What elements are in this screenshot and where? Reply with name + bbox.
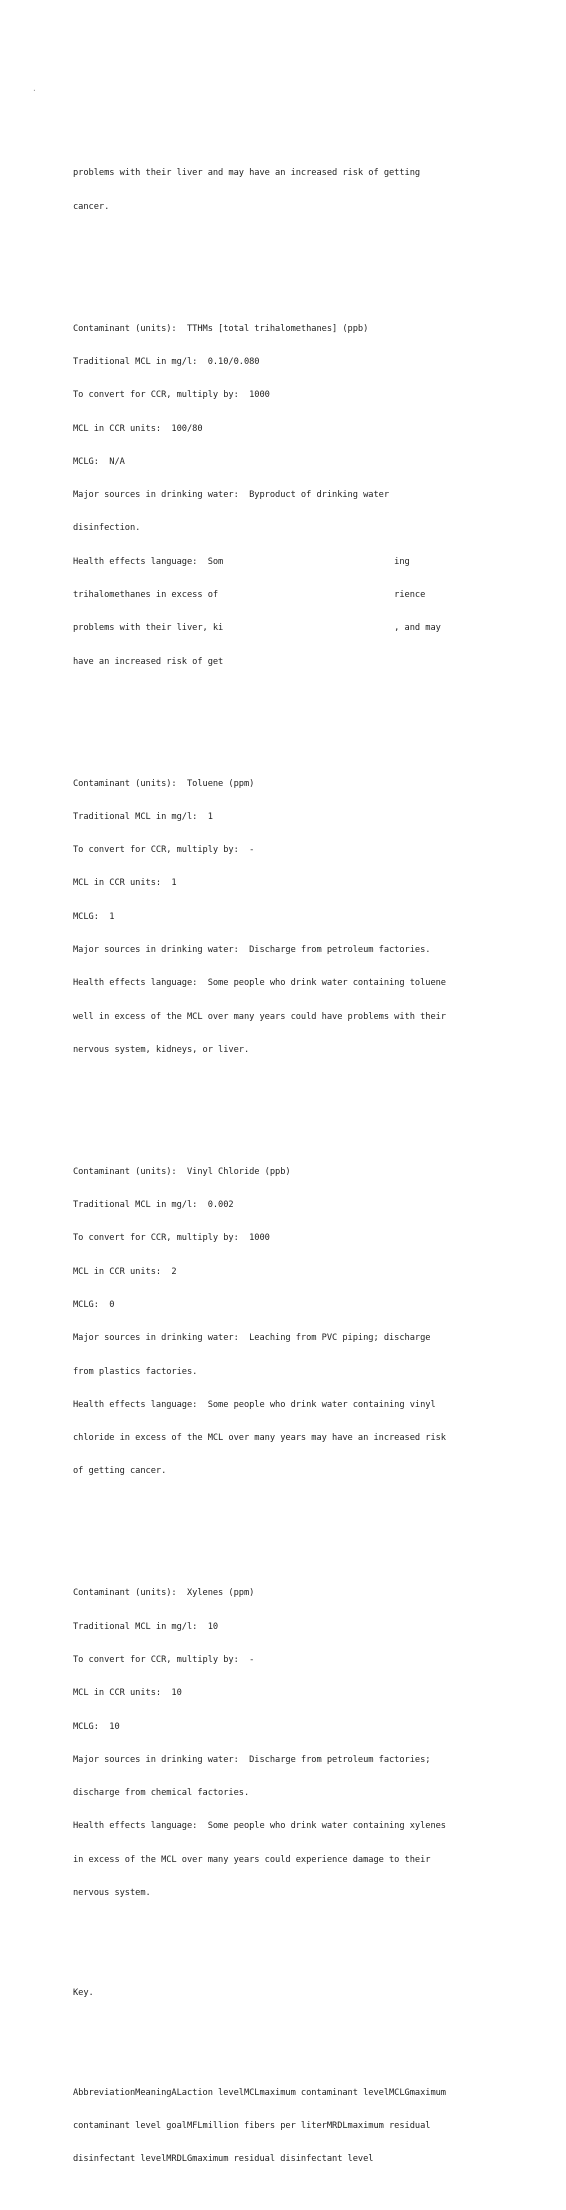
text-line: MCL in CCR units: 1 — [73, 878, 177, 889]
text-line: MCL in CCR units: 100/80 — [73, 423, 203, 434]
text-line: Traditional MCL in mg/l: 0.002 — [73, 1200, 234, 1211]
text-line: problems with their liver and may have an increased risk of getting — [73, 168, 421, 179]
continuation-text — [73, 146, 543, 235]
text-line: To convert for CCR, multiply by: - — [73, 1654, 255, 1665]
text-line: Contaminant (units): Vinyl Chloride (ppb) — [73, 1166, 291, 1177]
contaminant-section-toluene — [73, 756, 543, 1078]
text-line: from plastics factories. — [73, 1366, 198, 1377]
text-line: MCLG: 10 — [73, 1721, 120, 1732]
text-line: MCLG: 0 — [73, 1299, 115, 1310]
text-line: Major sources in drinking water: Byproduct of drinking water — [73, 490, 390, 501]
text-line: Major sources in drinking water: Leaching from PVC piping; discharge — [73, 1333, 431, 1344]
text-line: disinfectant levelMRDLGmaximum residual disinfectant level — [73, 2154, 374, 2165]
text-line: well in excess of the MCL over many years could have problems with their — [73, 1011, 446, 1022]
text-line: have an increased risk of get — [73, 656, 224, 667]
text-line: discharge from chemical factories. — [73, 1788, 250, 1799]
text-line: Health effects language: Some people who drink water containing xylenes — [73, 1821, 446, 1832]
text-line: Major sources in drinking water: Discharge from petroleum factories; — [73, 1754, 431, 1765]
text-line: Traditional MCL in mg/l: 10 — [73, 1621, 219, 1632]
text-line: Traditional MCL in mg/l: 0.10/0.080 — [73, 356, 260, 367]
text-line: chloride in excess of the MCL over many years may have an increased risk — [73, 1433, 446, 1444]
text-line: Health effects language: Some people who drink water containing toluene — [73, 978, 446, 989]
text-line: MCL in CCR units: 2 — [73, 1266, 177, 1277]
text-line: MCLG: 1 — [73, 911, 115, 922]
text-line: trihalomethanes in excess of rience — [73, 589, 426, 600]
text-line: Traditional MCL in mg/l: 1 — [73, 811, 213, 822]
text-line: MCL in CCR units: 10 — [73, 1688, 182, 1699]
text-line: cancer. — [73, 201, 110, 212]
abbreviation-key — [73, 2065, 543, 2187]
text-line: of getting cancer. — [73, 1466, 167, 1477]
contaminant-section-vinyl-chloride — [73, 1145, 543, 1500]
key-heading: Key. — [73, 1987, 94, 1998]
text-line: To convert for CCR, multiply by: - — [73, 845, 255, 856]
text-line: problems with their liver, ki , and may — [73, 623, 441, 634]
text-line: To convert for CCR, multiply by: 1000 — [73, 1233, 270, 1244]
contaminant-section-xylenes — [73, 1566, 543, 1921]
text-line: nervous system. — [73, 1887, 151, 1898]
text-line: in excess of the MCL over many years could experience damage to their — [73, 1854, 431, 1865]
text-line: AbbreviationMeaningALaction levelMCLmaximum contaminant levelMCLGmaximum — [73, 2087, 446, 2098]
text-line: Contaminant (units): Toluene (ppm) — [73, 778, 255, 789]
text-line: disinfection. — [73, 523, 141, 534]
text-line: contaminant level goalMFLmillion fibers per literMRDLmaximum residual — [73, 2120, 431, 2131]
text-line: Contaminant (units): TTHMs [total trihalomethanes] (ppb) — [73, 323, 369, 334]
text-line: To convert for CCR, multiply by: 1000 — [73, 390, 270, 401]
contaminant-section-tthms — [73, 302, 543, 690]
text-line: Contaminant (units): Xylenes (ppm) — [73, 1588, 255, 1599]
text-line: Health effects language: Som ing — [73, 556, 410, 567]
text-line: Health effects language: Some people who drink water containing vinyl — [73, 1399, 436, 1410]
document-body — [73, 124, 543, 2210]
text-line: MCLG: N/A — [73, 456, 125, 467]
text-line: nervous system, kidneys, or liver. — [73, 1044, 250, 1055]
text-line: Major sources in drinking water: Discharge from petroleum factories. — [73, 944, 431, 955]
scan-mark: · — [32, 86, 37, 95]
